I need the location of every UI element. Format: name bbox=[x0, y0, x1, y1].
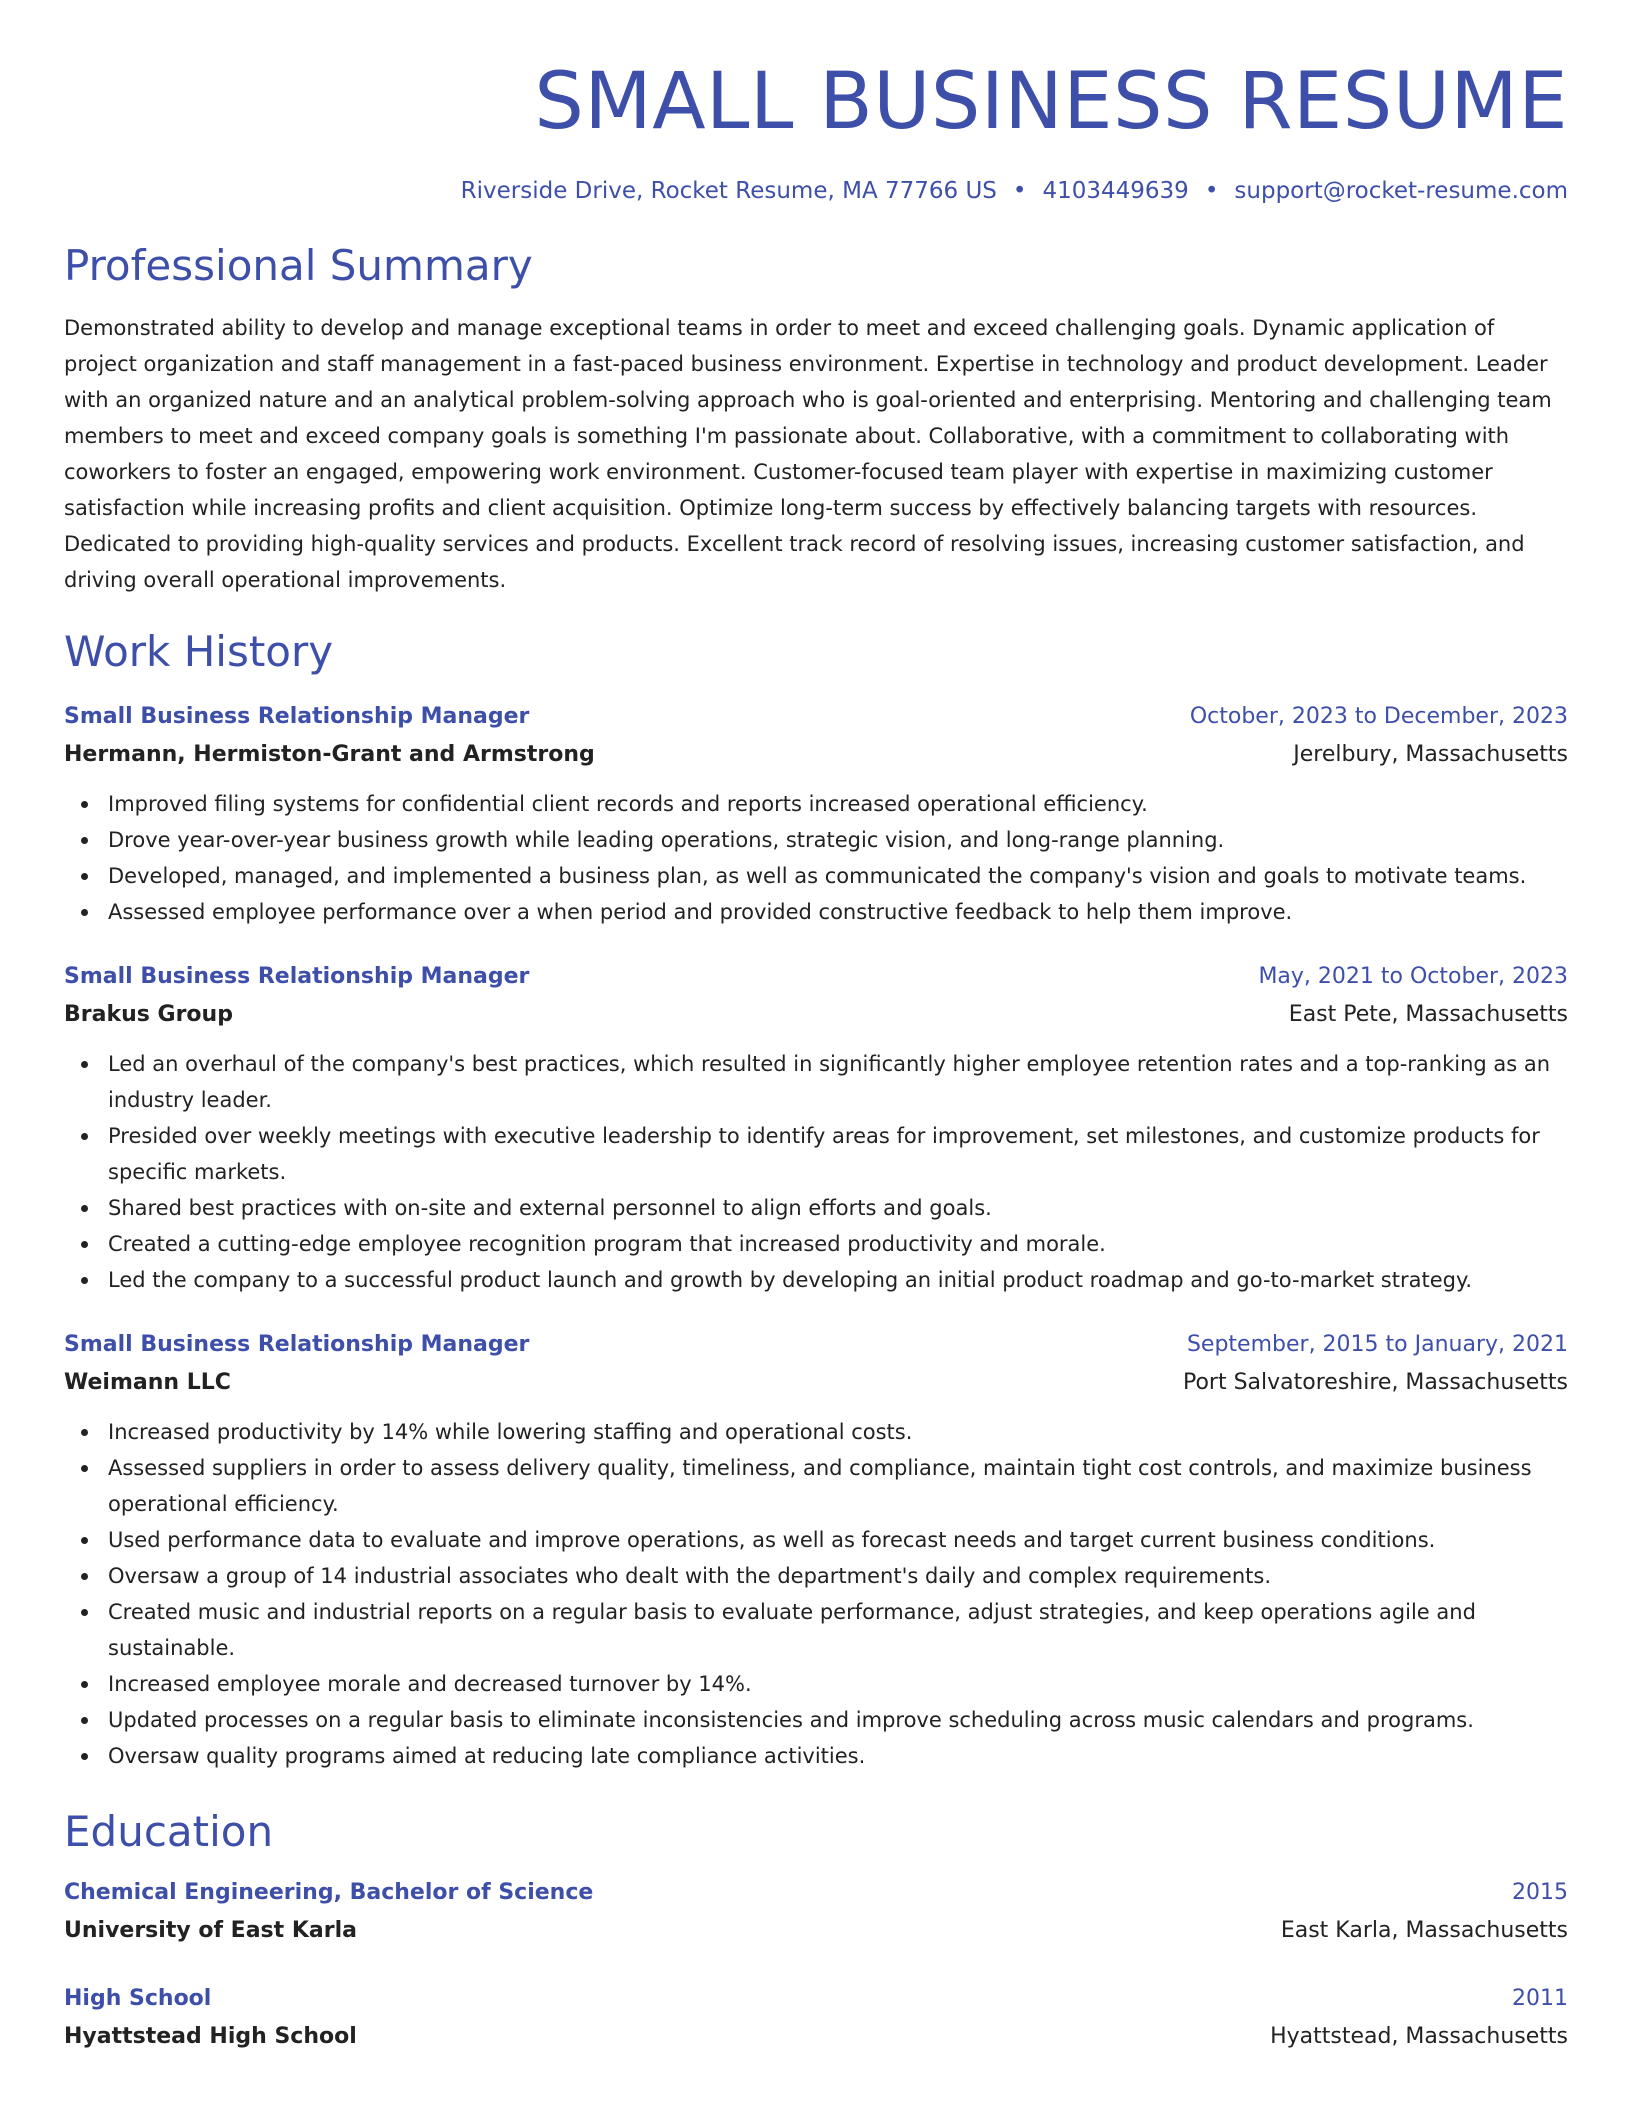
job-company: Hermann, Hermiston-Grant and Armstrong bbox=[64, 742, 595, 767]
job-location: Jerelbury, Massachusetts bbox=[1293, 742, 1568, 767]
education-degree-row bbox=[64, 1874, 1568, 1912]
job-bullet: Created music and industrial reports on a regular basis to evaluate performance, adjust strategies, and keep operations agile and sustainable. bbox=[108, 1594, 1568, 1666]
summary-section bbox=[64, 238, 1568, 598]
job-title-row bbox=[64, 958, 1568, 996]
education-degree-row bbox=[64, 1980, 1568, 2018]
work-history-heading: Work History bbox=[64, 627, 334, 676]
education-school-row bbox=[64, 2018, 1568, 2056]
education-degree: Chemical Engineering, Bachelor of Science bbox=[64, 1880, 594, 1905]
job-bullet: Developed, managed, and implemented a business plan, as well as communicated the company's vision and goals to motivate teams. bbox=[108, 858, 1568, 894]
job-bullet: Shared best practices with on-site and external personnel to align efforts and goals. bbox=[108, 1190, 1568, 1226]
contact-address: Riverside Drive, Rocket Resume, MA 77766 US bbox=[460, 178, 997, 204]
job-bullet: Assessed employee performance over a when period and provided constructive feedback to help them improve. bbox=[108, 894, 1568, 930]
job-location: East Pete, Massachusetts bbox=[1288, 1002, 1568, 1027]
education-degree: High School bbox=[64, 1986, 212, 2011]
education-entry bbox=[64, 1874, 1568, 1950]
job-dates: May, 2021 to October, 2023 bbox=[1258, 964, 1568, 989]
summary-heading: Professional Summary bbox=[64, 241, 533, 290]
job-bullet: Oversaw quality programs aimed at reducing late compliance activities. bbox=[108, 1738, 1568, 1774]
job-bullet: Oversaw a group of 14 industrial associates who dealt with the department's daily and complex requirements. bbox=[108, 1558, 1568, 1594]
job-bullet: Assessed suppliers in order to assess delivery quality, timeliness, and compliance, maintain tight cost controls, and maximize business operational efficiency. bbox=[108, 1450, 1568, 1522]
education-list bbox=[64, 1874, 1568, 2056]
contact-line bbox=[64, 174, 1568, 208]
job-entry bbox=[64, 958, 1568, 1298]
education-year: 2015 bbox=[1512, 1880, 1568, 1905]
education-year: 2011 bbox=[1512, 1986, 1568, 2011]
job-entry bbox=[64, 1326, 1568, 1774]
job-bullet: Improved filing systems for confidential client records and reports increased operational efficiency. bbox=[108, 786, 1568, 822]
job-dates: October, 2023 to December, 2023 bbox=[1189, 704, 1568, 729]
job-bullet: Used performance data to evaluate and improve operations, as well as forecast needs and target current business conditions. bbox=[108, 1522, 1568, 1558]
education-school-row bbox=[64, 1912, 1568, 1950]
resume-header bbox=[64, 0, 1568, 208]
job-bullet-list bbox=[64, 1046, 1568, 1298]
education-location: East Karla, Massachusetts bbox=[1280, 1918, 1568, 1943]
education-school: Hyattstead High School bbox=[64, 2024, 357, 2049]
job-bullet: Led the company to a successful product launch and growth by developing an initial product roadmap and go-to-market strategy. bbox=[108, 1262, 1568, 1298]
education-school: University of East Karla bbox=[64, 1918, 357, 1943]
education-entry bbox=[64, 1980, 1568, 2056]
job-bullet-list bbox=[64, 1414, 1568, 1774]
contact-email[interactable]: support@rocket-resume.com bbox=[1234, 178, 1568, 204]
job-bullet: Created a cutting-edge employee recognition program that increased productivity and morale. bbox=[108, 1226, 1568, 1262]
job-role: Small Business Relationship Manager bbox=[64, 1332, 530, 1357]
job-role: Small Business Relationship Manager bbox=[64, 964, 530, 989]
job-title-row bbox=[64, 698, 1568, 736]
job-bullet: Drove year-over-year business growth while leading operations, strategic vision, and long-range planning. bbox=[108, 822, 1568, 858]
job-bullet: Increased employee morale and decreased turnover by 14%. bbox=[108, 1666, 1568, 1702]
job-company: Brakus Group bbox=[64, 1002, 233, 1027]
job-company-row bbox=[64, 996, 1568, 1034]
job-bullet: Presided over weekly meetings with executive leadership to identify areas for improvement, set milestones, and customize products for specific markets. bbox=[108, 1118, 1568, 1190]
job-dates: September, 2015 to January, 2021 bbox=[1186, 1332, 1568, 1357]
summary-text: Demonstrated ability to develop and manage exceptional teams in order to meet and exceed challenging goals. Dynamic application of project organization and staff management in a fast-paced business environment. Expertise in technology and product development. Leader with an organized nature and an analytical problem-solving approach who is goal-oriented and enterprising. Mentoring and challenging team members to meet and exceed company goals is something I'm passionate about. Collaborative, with a commitment to collaborating with coworkers to foster an engaged, empowering work environment. Customer-focused team player with expertise in maximizing customer satisfaction while increasing profits and client acquisition. Optimize long-term success by effectively balancing targets with resources. Dedicated to providing high-quality services and products. Excellent track record of resolving issues, increasing customer satisfaction, and driving overall operational improvements. bbox=[64, 316, 1552, 592]
job-company: Weimann LLC bbox=[64, 1370, 231, 1395]
contact-separator: • bbox=[1204, 178, 1219, 204]
contact-separator: • bbox=[1012, 178, 1027, 204]
job-bullet-list bbox=[64, 786, 1568, 930]
job-company-row bbox=[64, 1364, 1568, 1402]
education-heading: Education bbox=[64, 1807, 274, 1856]
job-bullet: Increased productivity by 14% while lowering staffing and operational costs. bbox=[108, 1414, 1568, 1450]
job-bullet: Led an overhaul of the company's best practices, which resulted in significantly higher employee retention rates and a top-ranking as an industry leader. bbox=[108, 1046, 1568, 1118]
education-location: Hyattstead, Massachusetts bbox=[1270, 2024, 1568, 2049]
job-bullet: Updated processes on a regular basis to eliminate inconsistencies and improve scheduling across music calendars and programs. bbox=[108, 1702, 1568, 1738]
job-location: Port Salvatoreshire, Massachusetts bbox=[1182, 1370, 1568, 1395]
job-list bbox=[64, 698, 1568, 1774]
job-title-row bbox=[64, 1326, 1568, 1364]
job-company-row bbox=[64, 736, 1568, 774]
education-section bbox=[64, 1804, 1568, 2056]
job-entry bbox=[64, 698, 1568, 930]
resume-name: SMALL BUSINESS RESUME bbox=[534, 57, 1568, 147]
work-history-section bbox=[64, 624, 1568, 1774]
contact-phone: 4103449639 bbox=[1042, 178, 1189, 204]
job-role: Small Business Relationship Manager bbox=[64, 704, 530, 729]
